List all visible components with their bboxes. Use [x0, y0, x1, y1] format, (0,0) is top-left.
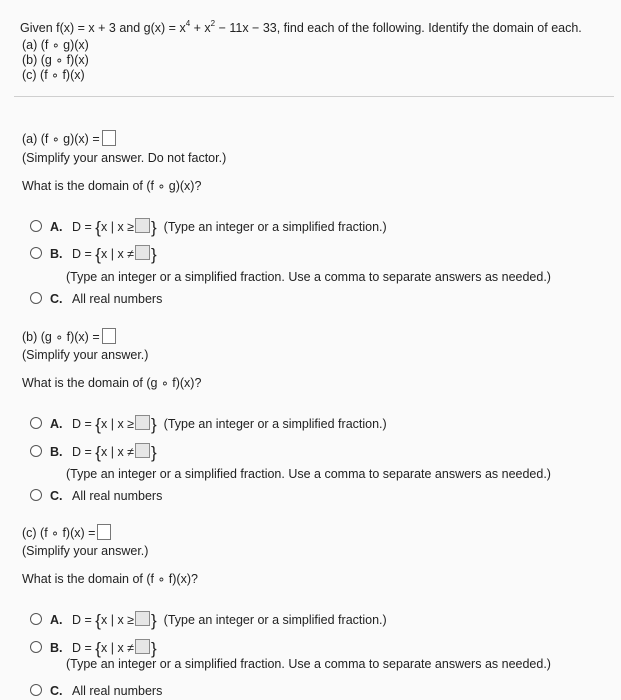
option-letter: B. — [50, 641, 63, 655]
option-prefix: D = — [72, 220, 92, 234]
part-c-hint: (Simplify your answer.) — [22, 544, 149, 558]
part-c-domain-input-b[interactable] — [135, 639, 150, 654]
option-note: (Type an integer or a simplified fraction.) — [163, 220, 387, 234]
option-letter: A. — [50, 613, 63, 627]
part-a-option-a[interactable]: A. D = {x | x ≥ } (Type an integer or a simplified fraction.) — [30, 218, 387, 238]
radio-button[interactable] — [30, 417, 42, 429]
part-b-option-a[interactable]: A. D = {x | x ≥ } (Type an integer or a simplified fraction.) — [30, 415, 387, 435]
part-b-option-b[interactable]: B. D = {x | x ≠ } — [30, 443, 157, 463]
part-b-label: (b) (g ∘ f)(x) = — [22, 330, 100, 344]
set-relation: x ≠ — [117, 445, 135, 459]
close-brace: } — [151, 245, 157, 264]
part-a-domain-question: What is the domain of (f ∘ g)(x)? — [22, 179, 202, 193]
radio-button[interactable] — [30, 220, 42, 232]
question-text — [20, 18, 582, 35]
option-letter: B. — [50, 445, 63, 459]
part-c-option-b-note: (Type an integer or a simplified fraction. Use a comma to separate answers as needed.) — [66, 657, 551, 671]
option-prefix: D = — [72, 417, 92, 431]
option-letter: A. — [50, 417, 63, 431]
radio-button[interactable] — [30, 247, 42, 259]
option-text: All real numbers — [72, 292, 163, 306]
option-text: All real numbers — [72, 684, 163, 698]
set-relation: x ≥ — [117, 613, 135, 627]
set-relation: x ≥ — [117, 417, 135, 431]
radio-button[interactable] — [30, 489, 42, 501]
option-note: (Type an integer or a simplified fraction.) — [163, 417, 387, 431]
part-c-answer-box[interactable] — [97, 524, 111, 540]
exponent-2: 2 — [210, 18, 216, 28]
question-item-a: (a) (f ∘ g)(x) — [22, 38, 89, 52]
part-a-domain-input-a[interactable] — [135, 218, 150, 233]
part-c-domain-question: What is the domain of (f ∘ f)(x)? — [22, 572, 198, 586]
part-c-option-a[interactable]: A. D = {x | x ≥ } (Type an integer or a simplified fraction.) — [30, 611, 387, 631]
question-suffix: − 11x − 33, find each of the following. Identify the domain of each. — [215, 21, 582, 35]
option-text: All real numbers — [72, 489, 163, 503]
part-c-expression — [22, 524, 111, 540]
part-a-answer-box[interactable] — [102, 130, 116, 146]
open-brace: { — [95, 639, 101, 658]
open-brace: { — [95, 218, 101, 237]
open-brace: { — [95, 611, 101, 630]
close-brace: } — [151, 443, 157, 462]
close-brace: } — [151, 218, 157, 237]
close-brace: } — [151, 415, 157, 434]
option-prefix: D = — [72, 247, 92, 261]
set-relation: x ≠ — [117, 641, 135, 655]
part-a-option-b[interactable]: B. D = {x | x ≠ } — [30, 245, 157, 265]
set-var: x — [100, 220, 108, 234]
option-letter: B. — [50, 247, 63, 261]
part-a-hint: (Simplify your answer. Do not factor.) — [22, 151, 227, 165]
part-b-domain-input-a[interactable] — [135, 415, 150, 430]
part-c-domain-input-a[interactable] — [135, 611, 150, 626]
question-prefix: Given f(x) = x + 3 and g(x) = x — [20, 21, 186, 35]
open-brace: { — [95, 443, 101, 462]
option-prefix: D = — [72, 445, 92, 459]
exponent-4: 4 — [185, 18, 191, 28]
part-c-option-c[interactable] — [30, 684, 162, 698]
set-var: x — [100, 641, 108, 655]
question-item-c: (c) (f ∘ f)(x) — [22, 68, 85, 82]
set-relation: x ≥ — [117, 220, 135, 234]
part-b-domain-input-b[interactable] — [135, 443, 150, 458]
part-c-label: (c) (f ∘ f)(x) = — [22, 526, 96, 540]
option-letter: C. — [50, 489, 63, 503]
part-a-label: (a) (f ∘ g)(x) = — [22, 132, 100, 146]
open-brace: { — [95, 415, 101, 434]
set-var: x — [100, 445, 108, 459]
radio-button[interactable] — [30, 684, 42, 696]
part-b-expression — [22, 328, 116, 344]
part-b-answer-box[interactable] — [102, 328, 116, 344]
radio-button[interactable] — [30, 613, 42, 625]
option-letter: C. — [50, 684, 63, 698]
set-var: x — [100, 613, 108, 627]
radio-button[interactable] — [30, 445, 42, 457]
option-letter: A. — [50, 220, 63, 234]
part-b-option-c[interactable] — [30, 489, 162, 503]
part-a-domain-input-b[interactable] — [135, 245, 150, 260]
part-b-hint: (Simplify your answer.) — [22, 348, 149, 362]
divider — [14, 96, 614, 97]
radio-button[interactable] — [30, 292, 42, 304]
part-a-expression — [22, 130, 116, 146]
option-letter: C. — [50, 292, 63, 306]
part-b-option-b-note: (Type an integer or a simplified fraction. Use a comma to separate answers as needed.) — [66, 467, 551, 481]
part-a-option-b-note: (Type an integer or a simplified fraction. Use a comma to separate answers as needed.) — [66, 270, 551, 284]
set-var: x — [100, 417, 108, 431]
open-brace: { — [95, 245, 101, 264]
close-brace: } — [151, 611, 157, 630]
set-relation: x ≠ — [117, 247, 135, 261]
part-c-option-b[interactable]: B. D = {x | x ≠ } — [30, 639, 157, 659]
set-var: x — [100, 247, 108, 261]
part-b-domain-question: What is the domain of (g ∘ f)(x)? — [22, 376, 202, 390]
close-brace: } — [151, 639, 157, 658]
question-item-b: (b) (g ∘ f)(x) — [22, 53, 89, 67]
radio-button[interactable] — [30, 641, 42, 653]
question-mid: + x — [190, 21, 211, 35]
option-prefix: D = — [72, 613, 92, 627]
option-note: (Type an integer or a simplified fraction.) — [163, 613, 387, 627]
option-prefix: D = — [72, 641, 92, 655]
part-a-option-c[interactable] — [30, 292, 162, 306]
